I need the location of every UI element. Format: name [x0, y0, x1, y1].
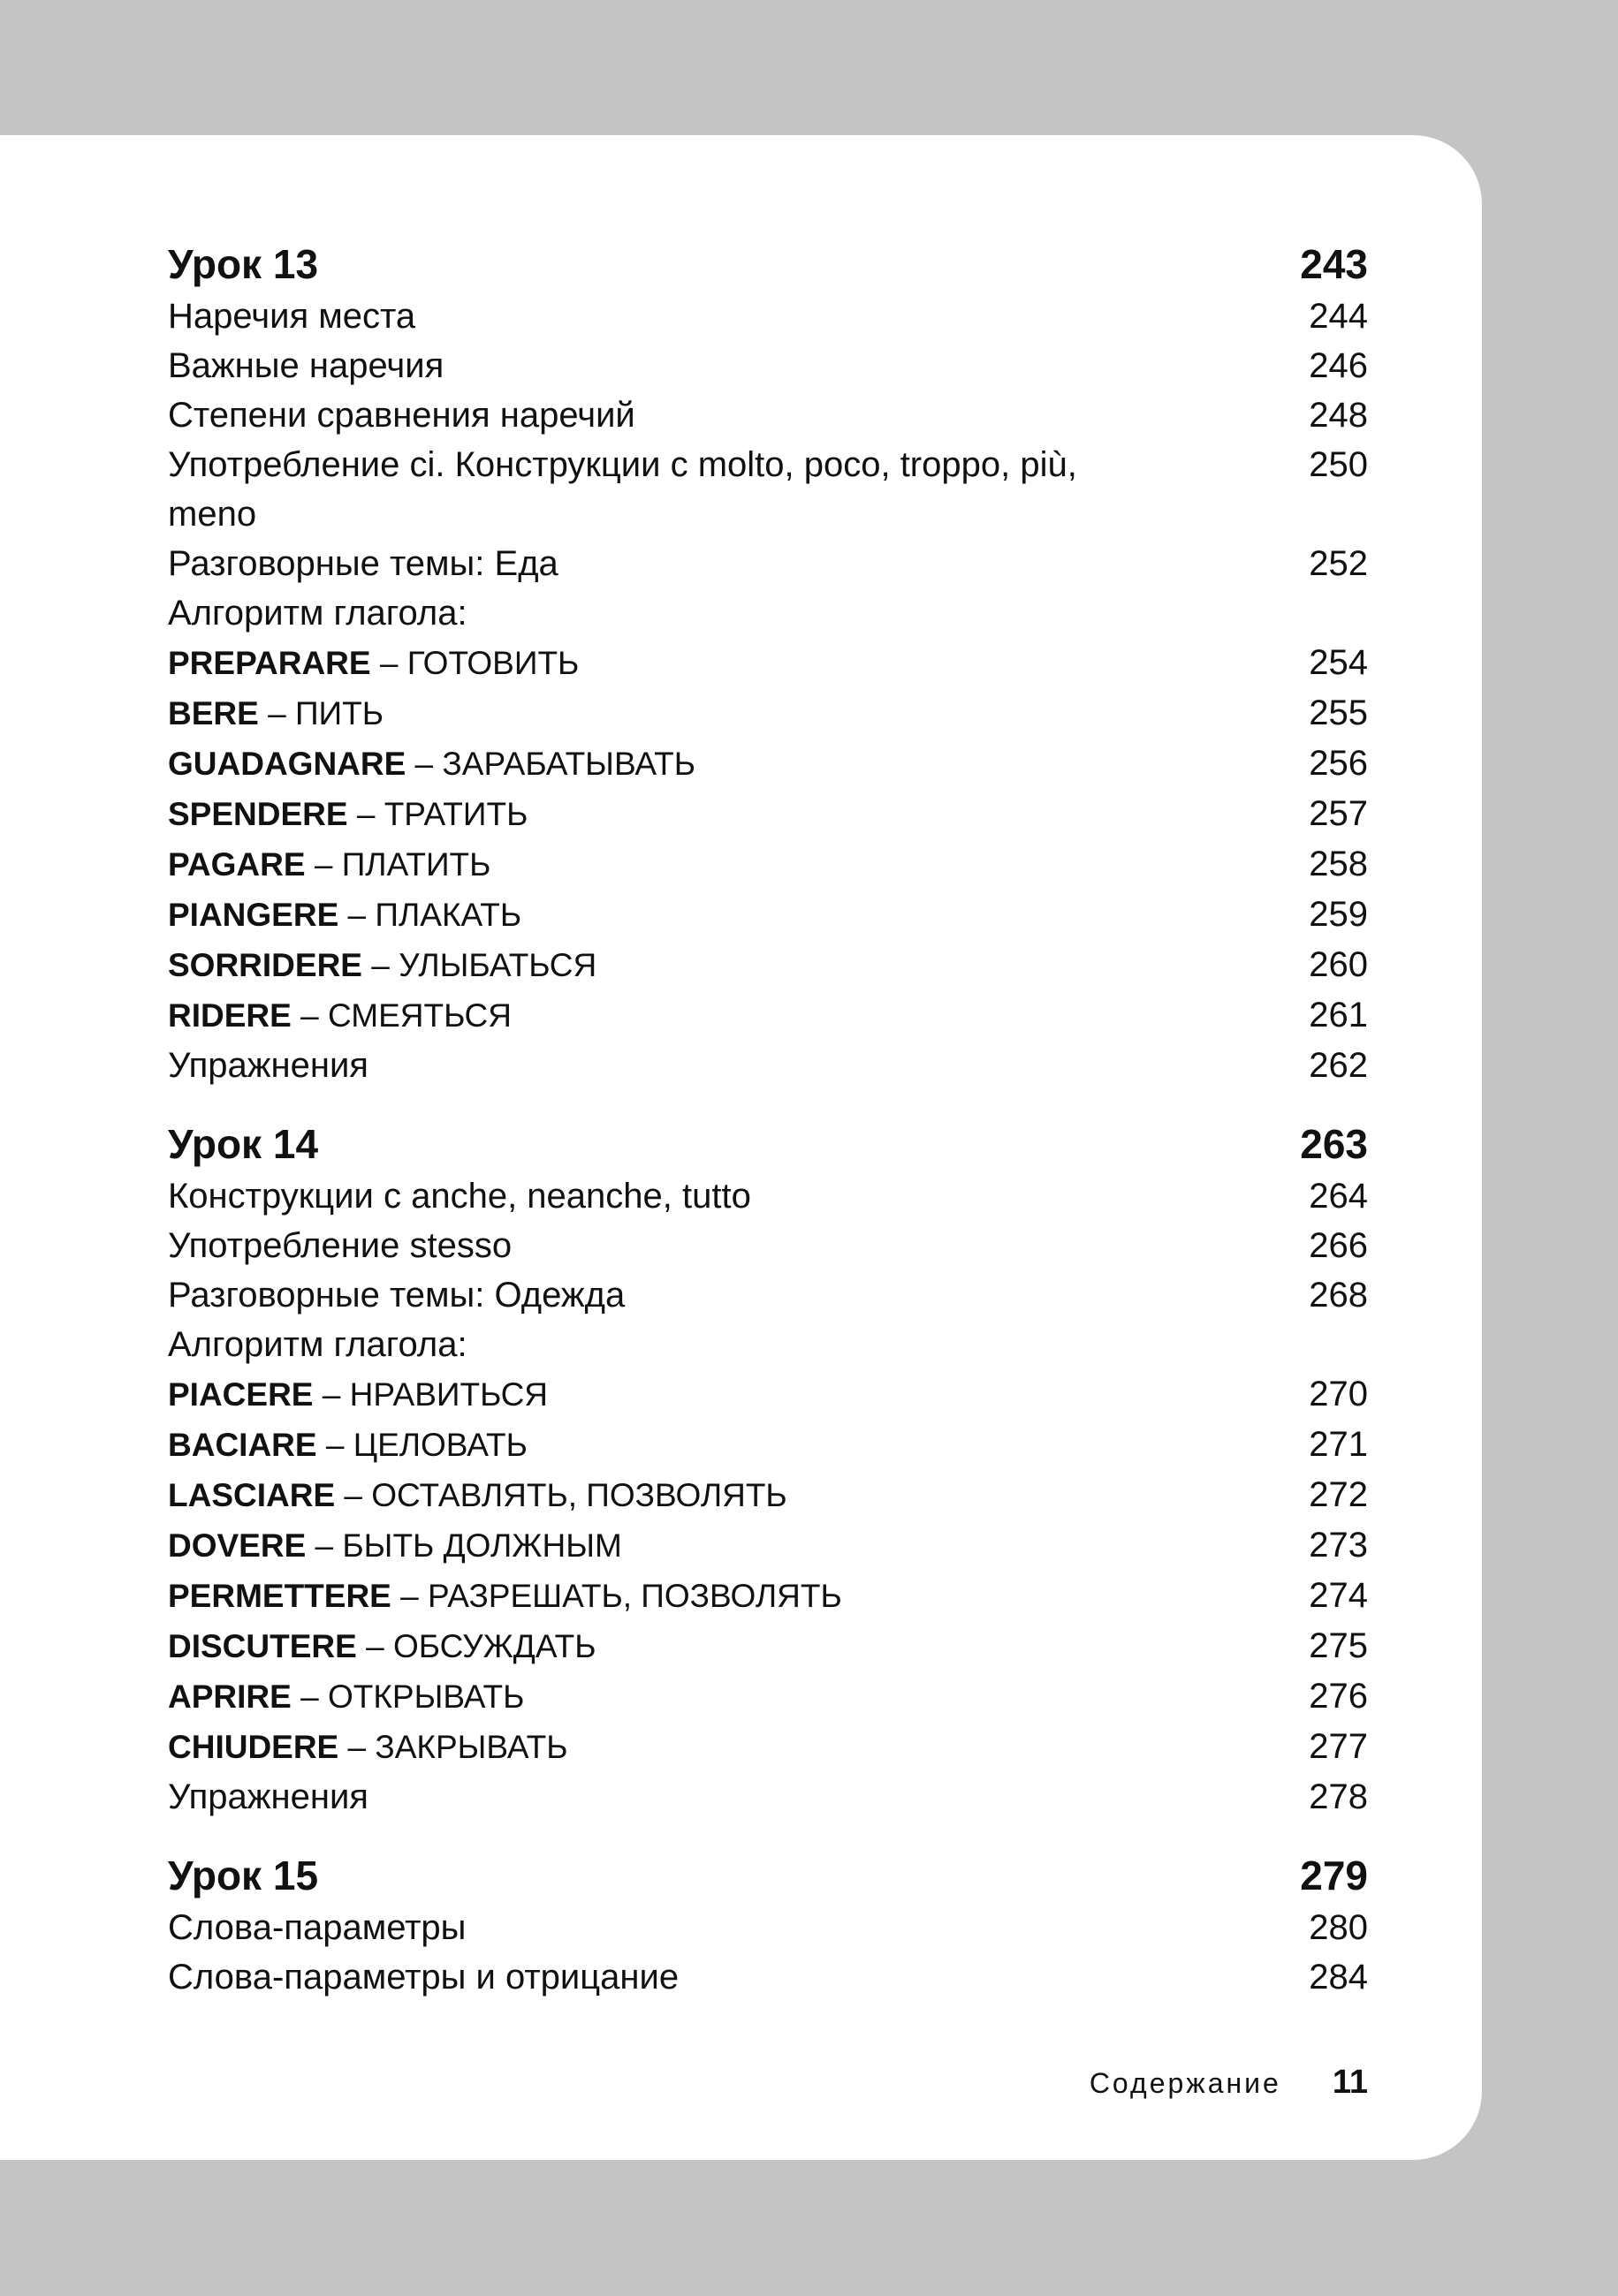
toc-entry — [168, 1270, 1368, 1320]
lesson-heading — [168, 1848, 1368, 1903]
toc-entry — [168, 390, 1368, 440]
verb-word: DOVERE — [168, 1527, 307, 1564]
lesson-page: 279 — [1300, 1853, 1368, 1898]
verb-entry — [168, 839, 1368, 890]
entry-page: 274 — [1309, 1576, 1368, 1615]
lesson-13 — [168, 237, 1368, 1090]
verb-meaning: – ПЛАКАТЬ — [338, 897, 522, 933]
verb-word: APRIRE — [168, 1678, 292, 1715]
page-number: 11 — [1332, 2064, 1368, 2101]
lesson-page: 263 — [1300, 1121, 1368, 1167]
lesson-heading — [168, 237, 1368, 292]
verb-entry — [168, 1369, 1368, 1420]
toc-entry — [168, 539, 1368, 588]
entry-page: 280 — [1309, 1908, 1368, 1947]
verb-meaning: – УЛЫБАТЬСЯ — [361, 947, 597, 983]
verb-entry — [168, 1571, 1368, 1621]
verb-word: CHIUDERE — [168, 1729, 339, 1765]
entry-page: 264 — [1309, 1177, 1368, 1216]
entry-page: 250 — [1309, 445, 1368, 484]
verb-word: BERE — [168, 695, 259, 731]
lesson-title: Урок 15 — [168, 1853, 319, 1898]
entry-title: Конструкции с anche, neanche, tutto — [168, 1177, 751, 1216]
entry-page: 260 — [1309, 945, 1368, 984]
entry-title: Употребление stesso — [168, 1226, 513, 1265]
verb-entry — [168, 890, 1368, 940]
verb-entry — [168, 1470, 1368, 1520]
entry-page: 284 — [1309, 1958, 1368, 1997]
verb-meaning: – ОТКРЫВАТЬ — [291, 1678, 525, 1715]
entry-page: 271 — [1309, 1425, 1368, 1464]
verb-entry — [168, 688, 1368, 739]
verb-word: LASCIARE — [168, 1477, 336, 1513]
verb-entry — [168, 1671, 1368, 1722]
verb-meaning: – ОБСУЖДАТЬ — [356, 1628, 596, 1664]
entry-page: 270 — [1309, 1375, 1368, 1413]
entry-page: 266 — [1309, 1226, 1368, 1265]
entry-title: Упражнения — [168, 1777, 368, 1816]
verb-meaning: – ЗАКРЫВАТЬ — [338, 1729, 568, 1765]
verb-word: PIANGERE — [168, 897, 339, 933]
entry-page: 252 — [1309, 544, 1368, 583]
lesson-14 — [168, 1117, 1368, 1822]
toc-entry — [168, 341, 1368, 390]
verb-word: SORRIDERE — [168, 947, 362, 983]
entry-page: 278 — [1309, 1777, 1368, 1816]
table-of-contents — [168, 237, 1368, 2028]
entry-page: 259 — [1309, 895, 1368, 934]
verb-entry — [168, 940, 1368, 990]
verb-meaning: – НРАВИТЬСЯ — [313, 1376, 549, 1413]
entry-title: Важные наречия — [168, 346, 444, 385]
page-footer — [1090, 2064, 1368, 2102]
toc-entry-exercises — [168, 1772, 1368, 1822]
verb-entry — [168, 1621, 1368, 1671]
entry-title: Степени сравнения наречий — [168, 396, 635, 435]
entry-page: 244 — [1309, 297, 1368, 336]
lesson-title: Урок 13 — [168, 241, 319, 287]
verb-word: PIACERE — [168, 1376, 314, 1413]
verb-meaning: – ЗАРАБАТЫВАТЬ — [406, 746, 696, 782]
entry-page: 256 — [1309, 744, 1368, 783]
toc-entry — [168, 1952, 1368, 2002]
verb-word: PAGARE — [168, 846, 306, 883]
lesson-heading — [168, 1117, 1368, 1171]
entry-page: 277 — [1309, 1727, 1368, 1766]
verb-meaning: – ТРАТИТЬ — [347, 796, 528, 832]
verb-word: PREPARARE — [168, 645, 371, 681]
toc-entry — [168, 1171, 1368, 1221]
verb-entry — [168, 990, 1368, 1041]
verb-entry — [168, 789, 1368, 839]
entry-title: Разговорные темы: Еда — [168, 544, 558, 583]
entry-title: Упражнения — [168, 1046, 368, 1085]
entry-title: Слова-параметры и отрицание — [168, 1958, 680, 1997]
toc-entry — [168, 292, 1368, 341]
verb-word: PERMETTERE — [168, 1578, 391, 1614]
verb-meaning: – СМЕЯТЬСЯ — [291, 997, 512, 1034]
entry-page: 248 — [1309, 396, 1368, 435]
entry-page: 261 — [1309, 996, 1368, 1034]
entry-page: 257 — [1309, 794, 1368, 833]
verb-entry — [168, 638, 1368, 688]
toc-entry — [168, 588, 1368, 638]
verb-word: DISCUTERE — [168, 1628, 357, 1664]
lesson-title: Урок 14 — [168, 1121, 319, 1167]
entry-page: 268 — [1309, 1276, 1368, 1315]
entry-page: 272 — [1309, 1475, 1368, 1514]
verb-meaning: – ПИТЬ — [258, 695, 384, 731]
verb-entry — [168, 1722, 1368, 1772]
toc-entry-exercises — [168, 1041, 1368, 1090]
entry-page: 254 — [1309, 643, 1368, 682]
toc-entry — [168, 1903, 1368, 1952]
entry-title: Слова-параметры — [168, 1908, 467, 1947]
verb-entry — [168, 1520, 1368, 1571]
verb-word: GUADAGNARE — [168, 746, 406, 782]
lesson-page: 243 — [1300, 241, 1368, 287]
verb-word: BACIARE — [168, 1427, 317, 1463]
toc-entry — [168, 1320, 1368, 1369]
entry-page: 273 — [1309, 1526, 1368, 1565]
entry-page: 258 — [1309, 845, 1368, 883]
verb-entry — [168, 739, 1368, 789]
entry-title: Алгоритм глагола: — [168, 1325, 467, 1364]
verb-meaning: – БЫТЬ ДОЛЖНЫМ — [306, 1527, 622, 1564]
verb-word: SPENDERE — [168, 796, 348, 832]
entry-title: Алгоритм глагола: — [168, 594, 467, 633]
entry-page: 255 — [1309, 693, 1368, 732]
entry-page: 246 — [1309, 346, 1368, 385]
entry-title: Употребление ci. Конструкции с molto, poco, troppo, più, meno — [168, 445, 1077, 534]
verb-entry — [168, 1420, 1368, 1470]
verb-meaning: – ОСТАВЛЯТЬ, ПОЗВОЛЯТЬ — [335, 1477, 787, 1513]
lesson-15 — [168, 1848, 1368, 2002]
entry-title: Разговорные темы: Одежда — [168, 1276, 626, 1315]
toc-entry — [168, 440, 1368, 539]
verb-meaning: – РАЗРЕШАТЬ, ПОЗВОЛЯТЬ — [391, 1578, 842, 1614]
entry-page: 276 — [1309, 1677, 1368, 1716]
verb-meaning: – ГОТОВИТЬ — [370, 645, 580, 681]
verb-meaning: – ЦЕЛОВАТЬ — [316, 1427, 528, 1463]
entry-page: 262 — [1309, 1046, 1368, 1085]
verb-meaning: – ПЛАТИТЬ — [305, 846, 491, 883]
entry-title: Наречия места — [168, 297, 416, 336]
footer-section-label: Содержание — [1089, 2067, 1281, 2099]
toc-entry — [168, 1221, 1368, 1270]
entry-page: 275 — [1309, 1626, 1368, 1665]
verb-word: RIDERE — [168, 997, 292, 1034]
